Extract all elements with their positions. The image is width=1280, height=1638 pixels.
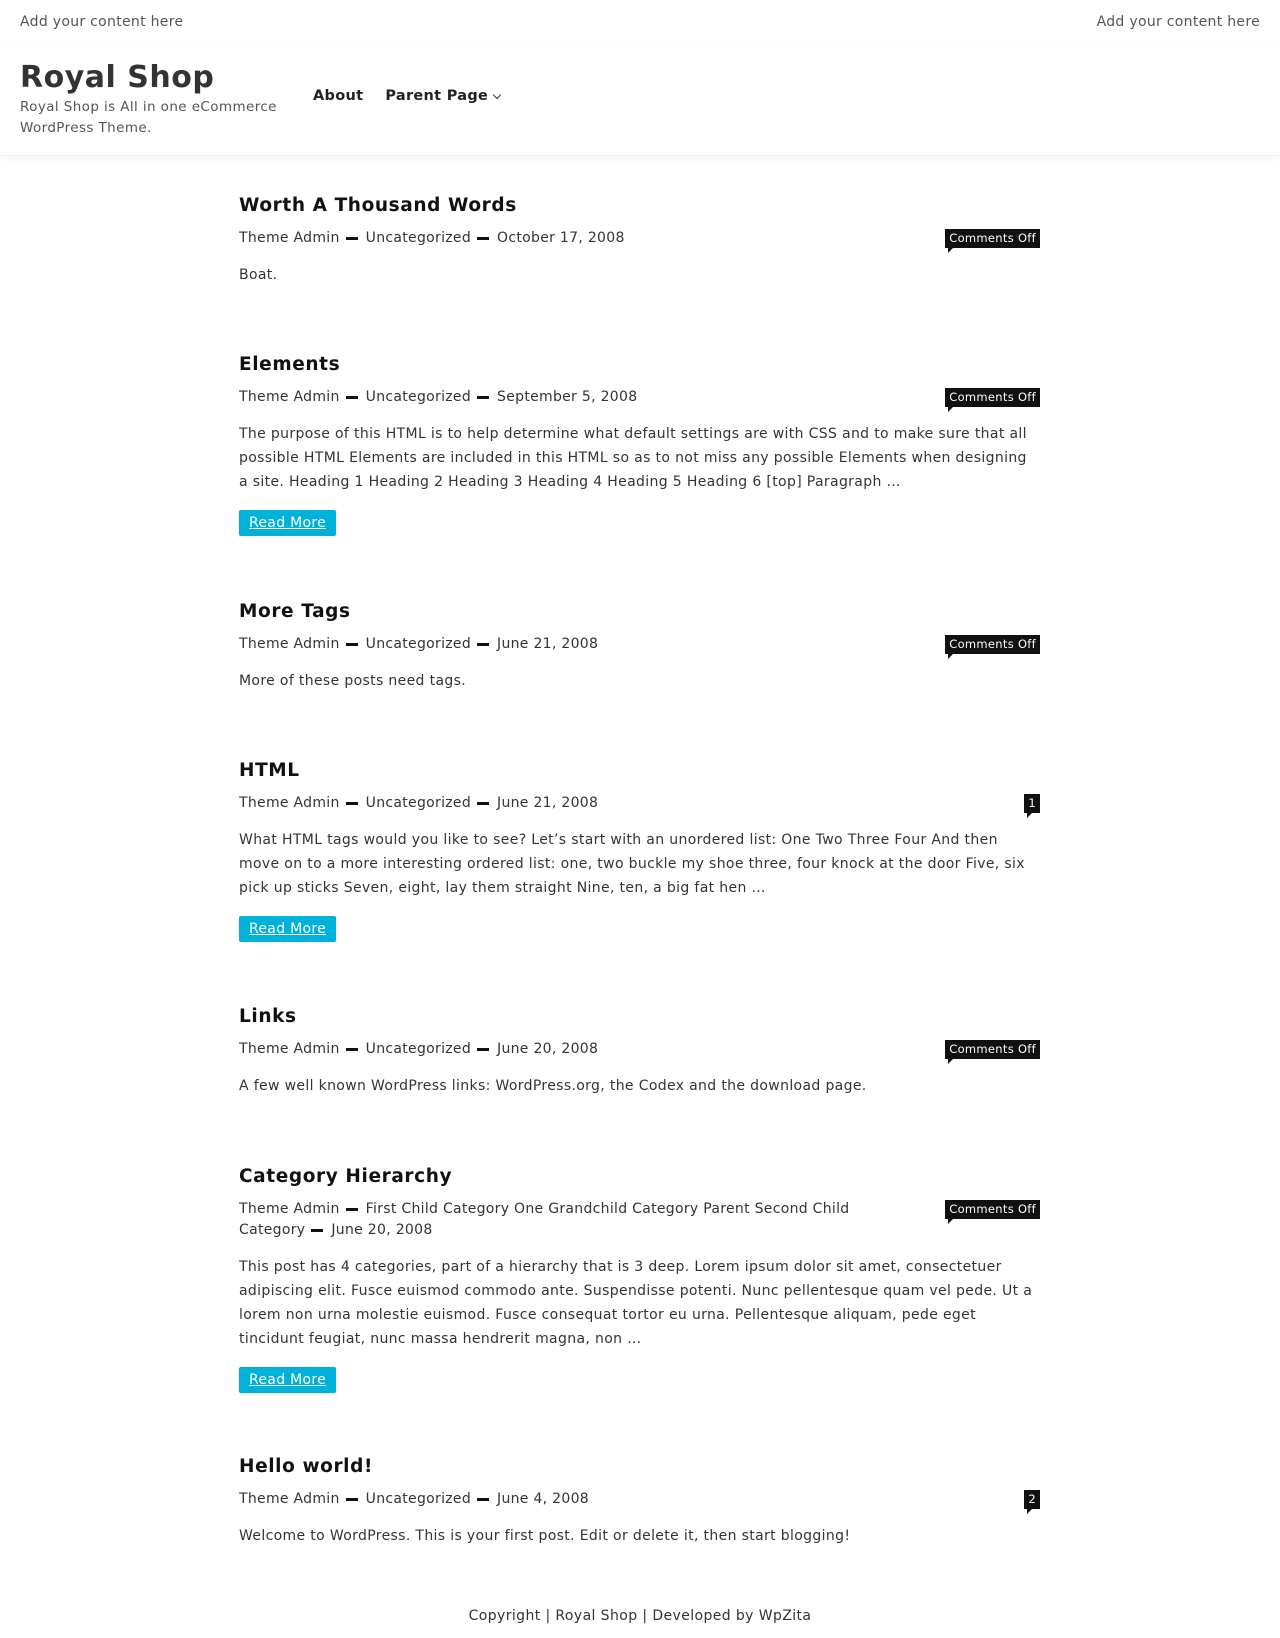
comments-badge[interactable]: Comments Off — [945, 229, 1040, 248]
copyright-text: Copyright | Royal Shop | Developed by WpZita — [468, 1608, 812, 1624]
post-author[interactable]: Theme Admin — [239, 1491, 340, 1507]
separator — [346, 643, 358, 646]
post-category[interactable]: Uncategorized — [365, 1041, 472, 1057]
separator — [477, 802, 489, 805]
comments-badge[interactable]: 2 — [1024, 1490, 1040, 1509]
post-author[interactable]: Theme Admin — [239, 795, 340, 811]
post-date[interactable]: June 21, 2008 — [497, 636, 599, 652]
post-title[interactable]: Worth A Thousand Words — [239, 195, 517, 216]
post — [239, 353, 1040, 536]
post-date[interactable]: June 20, 2008 — [331, 1222, 433, 1238]
separator — [477, 396, 489, 399]
separator — [346, 396, 358, 399]
post-author[interactable]: Theme Admin — [239, 1201, 340, 1217]
post-excerpt: Welcome to WordPress. This is your first post. Edit or delete it, then start blogging! — [239, 1528, 851, 1544]
post-category[interactable]: Uncategorized — [365, 389, 472, 405]
post-date[interactable]: June 21, 2008 — [497, 795, 599, 811]
nav-item-parent-page[interactable] — [385, 88, 500, 104]
post-excerpt: This post has 4 categories, part of a hierarchy that is 3 deep. Lorem ipsum dolor sit amet, consectetuer adipiscing elit. Fusce euismod commodo ante. Suspendisse potenti. Nunc pellentesque quam vel pede. Ut a lorem non urna molestie euismod. Fusce consequat tortor eu urna. Pellentesque aliquam, pede eget tincidunt feugiat, nunc massa hendrerit magna, non … — [239, 1259, 1033, 1347]
top-bar-right-text: Add your content here — [1096, 14, 1260, 30]
post-excerpt: The purpose of this HTML is to help determine what default settings are with CSS and to make sure that all possible HTML Elements are included in this HTML so as to not miss any possible Elements when designing a site. Heading 1 Heading 2 Heading 3 Heading 4 Heading 5 Heading 6 [top] Paragraph … — [239, 426, 1027, 490]
post-meta — [239, 1199, 859, 1241]
post-meta — [239, 793, 859, 814]
separator — [311, 1229, 323, 1232]
post-title[interactable]: Links — [239, 1006, 297, 1027]
site-description: Royal Shop is All in one eCommerce WordPress Theme. — [20, 99, 277, 136]
comments-badge[interactable]: 1 — [1024, 794, 1040, 813]
top-bar-left-text: Add your content here — [20, 14, 184, 30]
nav-item-about[interactable] — [313, 88, 363, 104]
post — [239, 1005, 1040, 1098]
site-title[interactable]: Royal Shop — [20, 60, 215, 95]
post-meta — [239, 1489, 859, 1510]
post-excerpt: A few well known WordPress links: WordPress.org, the Codex and the download page. — [239, 1078, 867, 1094]
read-more-button[interactable]: Read More — [239, 510, 336, 536]
post — [239, 759, 1040, 942]
comments-badge[interactable]: Comments Off — [945, 1040, 1040, 1059]
brand — [20, 58, 293, 139]
comments-badge[interactable]: Comments Off — [945, 635, 1040, 654]
site-header — [0, 44, 1280, 156]
post-author[interactable]: Theme Admin — [239, 636, 340, 652]
post-excerpt: More of these posts need tags. — [239, 673, 467, 689]
post-title[interactable]: Hello world! — [239, 1456, 374, 1477]
post-title[interactable]: Category Hierarchy — [239, 1166, 453, 1187]
separator — [346, 1208, 358, 1211]
separator — [346, 802, 358, 805]
post-category[interactable]: First Child Category One Grandchild Category Parent Second Child Category — [239, 1201, 850, 1238]
top-bar — [0, 0, 1280, 44]
nav-item-label: About — [313, 88, 364, 104]
post-date[interactable]: September 5, 2008 — [497, 389, 638, 405]
post-meta — [239, 1039, 859, 1060]
post-title[interactable]: More Tags — [239, 601, 351, 622]
post-meta — [239, 228, 859, 249]
separator — [346, 1048, 358, 1051]
separator — [477, 643, 489, 646]
post-author[interactable]: Theme Admin — [239, 1041, 340, 1057]
chevron-down-icon — [493, 90, 501, 98]
separator — [346, 237, 358, 240]
post-category[interactable]: Uncategorized — [365, 230, 472, 246]
post-category[interactable]: Uncategorized — [365, 1491, 472, 1507]
post-title[interactable]: HTML — [239, 760, 300, 781]
post-meta — [239, 387, 859, 408]
post-title[interactable]: Elements — [239, 354, 341, 375]
post-meta — [239, 634, 859, 655]
nav-item-label: Parent Page — [385, 88, 489, 104]
post-category[interactable]: Uncategorized — [365, 636, 472, 652]
post-date[interactable]: October 17, 2008 — [497, 230, 625, 246]
post — [239, 1455, 1040, 1548]
separator — [477, 1498, 489, 1501]
site-footer — [0, 1608, 1280, 1624]
comments-badge[interactable]: Comments Off — [945, 388, 1040, 407]
read-more-button[interactable]: Read More — [239, 916, 336, 942]
read-more-button[interactable]: Read More — [239, 1367, 336, 1393]
post — [239, 194, 1040, 287]
separator — [477, 237, 489, 240]
post-author[interactable]: Theme Admin — [239, 230, 340, 246]
post-author[interactable]: Theme Admin — [239, 389, 340, 405]
post-category[interactable]: Uncategorized — [365, 795, 472, 811]
main-nav — [313, 88, 500, 104]
post-date[interactable]: June 20, 2008 — [497, 1041, 599, 1057]
separator — [346, 1498, 358, 1501]
post — [239, 600, 1040, 693]
separator — [477, 1048, 489, 1051]
post-excerpt: What HTML tags would you like to see? Let’s start with an unordered list: One Two Three Four And then move on to a more interesting ordered list: one, two buckle my shoe three, four knock at the door Five, six pick up sticks Seven, eight, lay them straight Nine, ten, a big fat hen … — [239, 832, 1025, 896]
post-excerpt: Boat. — [239, 267, 278, 283]
post-date[interactable]: June 4, 2008 — [497, 1491, 590, 1507]
post — [239, 1165, 1040, 1393]
comments-badge[interactable]: Comments Off — [945, 1200, 1040, 1219]
